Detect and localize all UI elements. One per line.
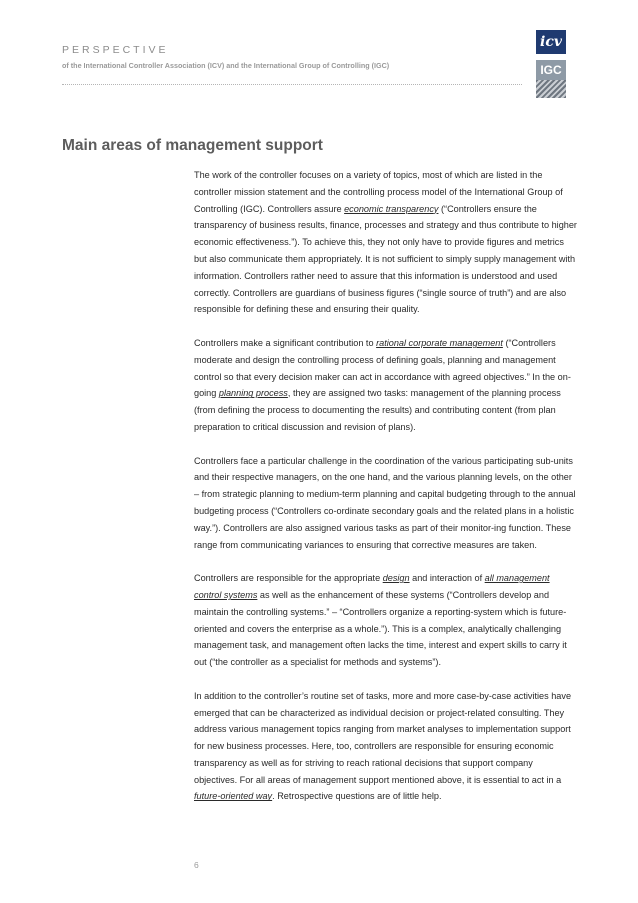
body-paragraph: Controllers make a significant contribution to rational corporate management (“Controllers moderate and design the controlling process of defining goals, planning and management control so that every decision maker can act in accordance with agreed objectives.” In the on-going planning process, they are assigned two tasks: management of the planning process (from defining the process to documenting the results) and contributing content (from plan preparation to critical discussion and revision of plans). [194, 337, 571, 432]
section-title: Main areas of management support [62, 137, 323, 154]
body-paragraph: The work of the controller focuses on a variety of topics, most of which are listed in the controller mission statement and the controlling process model of the International Group of Controlling (IGC). Controllers assure economic transparency (“Controllers ensure the transparency of business results, finance, processes and strategy and thus contribute to higher economic effectiveness.”). To achieve this, they not only have to provide figures and metrics but also communicate them appropriately. It is not sufficient to simply supply management with information. Controllers rather need to assure that this information is understood and used correctly. Controllers are guardians of business figures (“single source of truth”) and are also responsible for defining these and ensuring their quality. [194, 170, 577, 315]
igc-rope-graphic [536, 80, 566, 98]
body-paragraph: Controllers are responsible for the appropriate design and interaction of all management control systems as well as the enhancement of these systems (“Controllers develop and maintain the controlling systems.” – “Controllers organize a reporting-system which is future-oriented and covers the enterprise as a whole.”). This is a complex, analytically challenging management task, and management often lacks the time, interest and expert skills to carry it out (“the controller as a specialist for methods and systems”). [194, 573, 567, 668]
emphasized-term: all management control systems [194, 573, 550, 600]
emphasized-term: planning process [218, 388, 288, 399]
emphasized-term: design [382, 573, 410, 584]
icv-logo-text: icv [540, 34, 562, 50]
header-label: PERSPECTIVE [62, 44, 169, 56]
body-text [194, 167, 578, 805]
body-paragraph: Controllers face a particular challenge in the coordination of the various participating sub-units and their respective managers, on the one hand, and the various planning levels, on the other – from strategic planning to medium-term planning and capital budgeting through to the annual budgeting process (“Controllers co-ordinate secondary goals and the related plans in a holistic way.”). Controllers are also assigned various tasks as part of their monitor-ing function. These range from communicating variances to ensuring that corrective measures are taken. [194, 455, 576, 550]
igc-logo-text: IGC [540, 63, 562, 77]
emphasized-term: rational corporate management [376, 337, 503, 348]
emphasized-term: future-oriented way [194, 791, 273, 802]
header-subtitle: of the International Controller Association (ICV) and the International Group of Controlling (IGC) [62, 61, 390, 70]
body-paragraph: In addition to the controller’s routine set of tasks, more and more case-by-case activities have emerged that can be characterized as individual decision or project-related consulting. They address various management topics ranging from market analyses to implementation support for new business processes. Here, too, controllers are responsible for ensuring economic transparency as well as for striving to reach rational decisions that support company objectives. For all areas of management support mentioned above, it is essential to act in a future-oriented way. Retrospective questions are of little help. [194, 690, 572, 802]
header-divider [62, 84, 522, 85]
page-number: 6 [194, 860, 199, 870]
icv-logo [536, 30, 566, 54]
emphasized-term: economic transparency [344, 203, 439, 214]
igc-logo [536, 60, 566, 98]
